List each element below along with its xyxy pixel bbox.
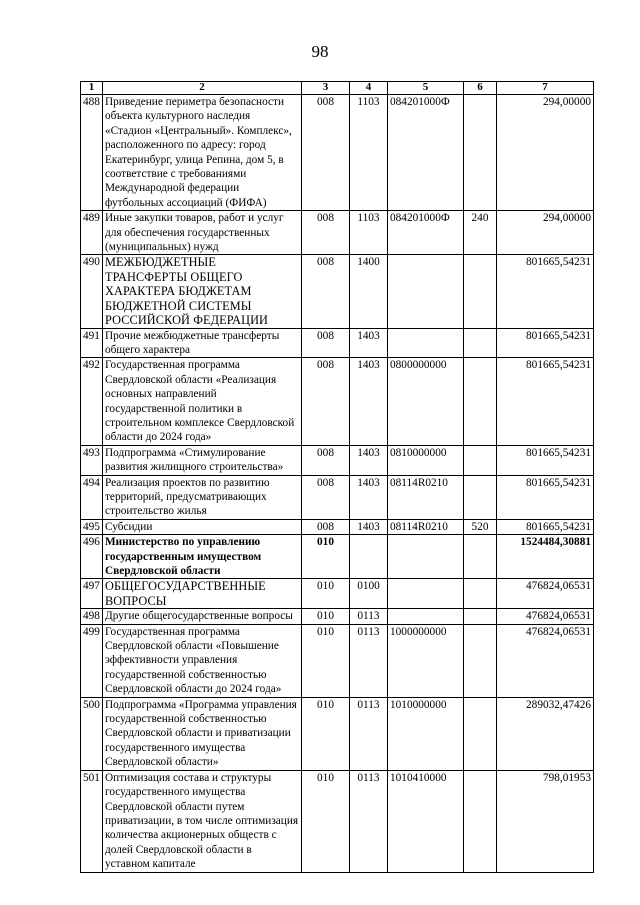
- row-subsection-code: 0100: [350, 579, 388, 609]
- row-subsection-code: 1400: [350, 255, 388, 328]
- row-name: МЕЖБЮДЖЕТНЫЕ ТРАНСФЕРТЫ ОБЩЕГО ХАРАКТЕРА БЮДЖЕТАМ БЮДЖЕТНОЙ СИСТЕМЫ РОССИЙСКОЙ ФЕДЕРАЦИИ: [103, 255, 302, 328]
- row-section-code: 010: [302, 624, 350, 697]
- table-row: [81, 255, 594, 328]
- row-number: 489: [81, 211, 103, 255]
- header-cell: 7: [497, 82, 594, 95]
- row-number: 495: [81, 519, 103, 534]
- row-target-code: [388, 535, 464, 579]
- row-section-code: 010: [302, 609, 350, 624]
- row-subsection-code: [350, 535, 388, 579]
- row-expense-type: [464, 358, 497, 445]
- row-expense-type: [464, 697, 497, 770]
- table-row: [81, 475, 594, 519]
- row-number: 498: [81, 609, 103, 624]
- row-subsection-code: 1403: [350, 519, 388, 534]
- row-amount: 801665,54231: [497, 445, 594, 475]
- row-amount: 801665,54231: [497, 519, 594, 534]
- row-subsection-code: 0113: [350, 624, 388, 697]
- row-expense-type: [464, 255, 497, 328]
- row-amount: 801665,54231: [497, 255, 594, 328]
- row-amount: 476824,06531: [497, 624, 594, 697]
- row-section-code: 010: [302, 535, 350, 579]
- row-expense-type: [464, 535, 497, 579]
- row-name: Реализация проектов по развитию территорий, предусматривающих строительство жилья: [103, 475, 302, 519]
- row-name: Министерство по управлению государственным имуществом Свердловской области: [103, 535, 302, 579]
- row-number: 491: [81, 328, 103, 358]
- row-target-code: 084201000Ф: [388, 211, 464, 255]
- row-section-code: 008: [302, 475, 350, 519]
- row-number: 497: [81, 579, 103, 609]
- row-number: 493: [81, 445, 103, 475]
- table-row: [81, 328, 594, 358]
- table-row: [81, 211, 594, 255]
- row-target-code: 1010000000: [388, 697, 464, 770]
- table-row: [81, 445, 594, 475]
- row-target-code: 0800000000: [388, 358, 464, 445]
- row-target-code: 0810000000: [388, 445, 464, 475]
- row-expense-type: [464, 475, 497, 519]
- row-subsection-code: 0113: [350, 609, 388, 624]
- row-amount: 476824,06531: [497, 579, 594, 609]
- row-amount: 1524484,30881: [497, 535, 594, 579]
- header-cell: 6: [464, 82, 497, 95]
- row-target-code: 1010410000: [388, 770, 464, 872]
- row-name: Подпрограмма «Программа управления государственной собственностью Свердловской области и приватизации государственного имущества Свердловской области»: [103, 697, 302, 770]
- row-amount: 289032,47426: [497, 697, 594, 770]
- header-cell: 2: [103, 82, 302, 95]
- row-target-code: 084201000Ф: [388, 95, 464, 211]
- table-row: [81, 624, 594, 697]
- table-row: [81, 579, 594, 609]
- header-cell: 1: [81, 82, 103, 95]
- row-expense-type: [464, 445, 497, 475]
- table-row: [81, 697, 594, 770]
- row-number: 490: [81, 255, 103, 328]
- row-name: Приведение периметра безопасности объекта культурного наследия «Стадион «Центральный». Комплекс», расположенного по адресу: город Екатеринбург, улица Репина, дом 5, в соответствие с требованиями Международной федерации футбольных ассоциаций (ФИФА): [103, 95, 302, 211]
- page-number: 98: [311, 42, 329, 61]
- table-row: [81, 358, 594, 445]
- row-amount: 801665,54231: [497, 328, 594, 358]
- row-amount: 476824,06531: [497, 609, 594, 624]
- table-row: [81, 609, 594, 624]
- row-expense-type: [464, 609, 497, 624]
- row-target-code: 08114R0210: [388, 519, 464, 534]
- row-target-code: 08114R0210: [388, 475, 464, 519]
- row-section-code: 008: [302, 211, 350, 255]
- row-section-code: 008: [302, 255, 350, 328]
- row-target-code: [388, 579, 464, 609]
- row-section-code: 008: [302, 445, 350, 475]
- row-subsection-code: 1103: [350, 211, 388, 255]
- row-name: ОБЩЕГОСУДАРСТВЕННЫЕ ВОПРОСЫ: [103, 579, 302, 609]
- row-number: 500: [81, 697, 103, 770]
- row-name: Подпрограмма «Стимулирование развития жилищного строительства»: [103, 445, 302, 475]
- header-row: [81, 82, 594, 95]
- budget-table: [80, 81, 594, 873]
- row-expense-type: [464, 328, 497, 358]
- row-section-code: 010: [302, 770, 350, 872]
- table-row: [81, 770, 594, 872]
- row-amount: 801665,54231: [497, 358, 594, 445]
- table-row: [81, 519, 594, 534]
- row-number: 488: [81, 95, 103, 211]
- row-section-code: 010: [302, 579, 350, 609]
- row-name: Другие общегосударственные вопросы: [103, 609, 302, 624]
- row-target-code: [388, 328, 464, 358]
- row-amount: 798,01953: [497, 770, 594, 872]
- row-target-code: 1000000000: [388, 624, 464, 697]
- header-cell: 4: [350, 82, 388, 95]
- row-expense-type: [464, 95, 497, 211]
- row-subsection-code: 0113: [350, 770, 388, 872]
- row-name: Субсидии: [103, 519, 302, 534]
- row-expense-type: [464, 770, 497, 872]
- row-number: 496: [81, 535, 103, 579]
- header-cell: 5: [388, 82, 464, 95]
- row-name: Государственная программа Свердловской области «Повышение эффективности управления государственной собственностью Свердловской области до 2024 года»: [103, 624, 302, 697]
- row-name: Иные закупки товаров, работ и услуг для обеспечения государственных (муниципальных) нужд: [103, 211, 302, 255]
- row-subsection-code: 1103: [350, 95, 388, 211]
- row-expense-type: 240: [464, 211, 497, 255]
- row-number: 492: [81, 358, 103, 445]
- row-amount: 294,00000: [497, 95, 594, 211]
- row-target-code: [388, 255, 464, 328]
- row-number: 501: [81, 770, 103, 872]
- row-section-code: 010: [302, 697, 350, 770]
- row-amount: 801665,54231: [497, 475, 594, 519]
- row-subsection-code: 1403: [350, 328, 388, 358]
- row-section-code: 008: [302, 328, 350, 358]
- row-expense-type: 520: [464, 519, 497, 534]
- row-subsection-code: 0113: [350, 697, 388, 770]
- row-amount: 294,00000: [497, 211, 594, 255]
- row-expense-type: [464, 624, 497, 697]
- row-number: 499: [81, 624, 103, 697]
- row-target-code: [388, 609, 464, 624]
- row-section-code: 008: [302, 358, 350, 445]
- row-expense-type: [464, 579, 497, 609]
- row-name: Оптимизация состава и структуры государственного имущества Свердловской области путем приватизации, в том числе оптимизация количества акционерных обществ с долей Свердловской области в уставном капитале: [103, 770, 302, 872]
- row-section-code: 008: [302, 95, 350, 211]
- table-row: [81, 535, 594, 579]
- row-number: 494: [81, 475, 103, 519]
- row-section-code: 008: [302, 519, 350, 534]
- header-cell: 3: [302, 82, 350, 95]
- table-row: [81, 95, 594, 211]
- row-name: Прочие межбюджетные трансферты общего характера: [103, 328, 302, 358]
- row-subsection-code: 1403: [350, 475, 388, 519]
- row-subsection-code: 1403: [350, 445, 388, 475]
- row-name: Государственная программа Свердловской области «Реализация основных направлений государственной политики в строительном комплексе Свердловской области до 2024 года»: [103, 358, 302, 445]
- row-subsection-code: 1403: [350, 358, 388, 445]
